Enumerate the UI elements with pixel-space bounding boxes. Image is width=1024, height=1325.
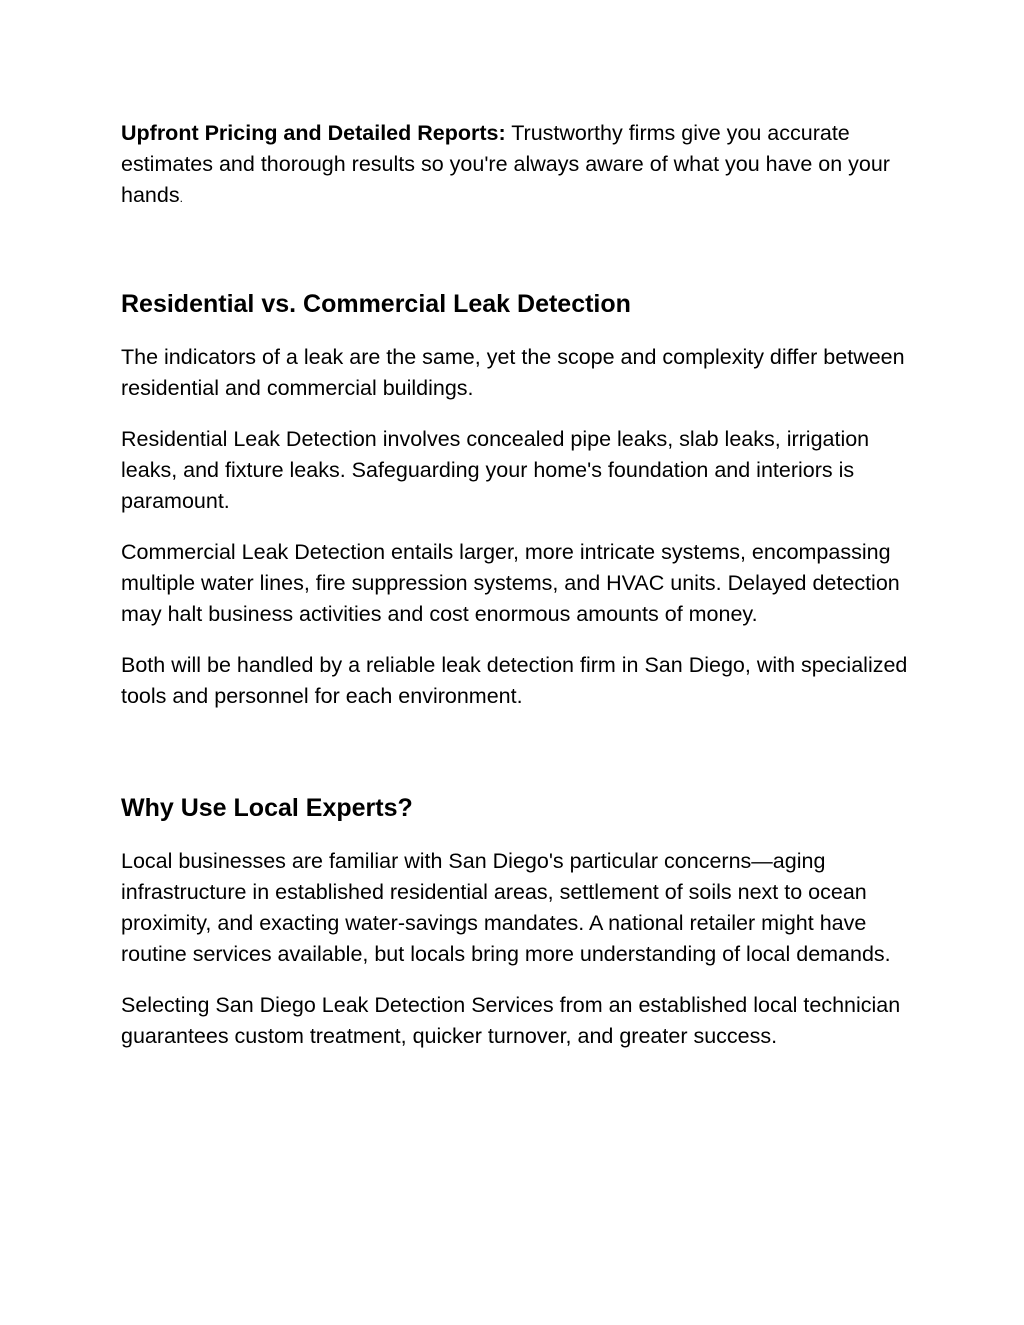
- intro-text: Trustworthy firms give you accurate estimates and thorough results so you're always aware of what you have on your hands: [121, 121, 890, 207]
- paragraph-residential-leak-detection: Residential Leak Detection involves concealed pipe leaks, slab leaks, irrigation leaks, and fixture leaks. Safeguarding your home's foundation and interiors is paramount.: [121, 427, 870, 513]
- paragraph-leak-indicators: The indicators of a leak are the same, yet the scope and complexity differ between residential and commercial buildings.: [121, 345, 905, 400]
- intro-end-mark: .: [179, 191, 183, 205]
- paragraph-both-handled: Both will be handled by a reliable leak detection firm in San Diego, with specialized tools and personnel for each environment.: [121, 653, 908, 708]
- intro-bold-lead: Upfront Pricing and Detailed Reports:: [121, 121, 506, 145]
- heading-why-local-experts: Why Use Local Experts?: [121, 794, 413, 822]
- document-page: [121, 118, 911, 1052]
- paragraph-commercial-leak-detection: Commercial Leak Detection entails larger, more intricate systems, encompassing multiple water lines, fire suppression systems, and HVAC units. Delayed detection may halt business activities and cost enormous amounts of money.: [121, 540, 900, 626]
- intro-paragraph: [121, 118, 911, 214]
- heading-residential-vs-commercial: Residential vs. Commercial Leak Detection: [121, 290, 631, 318]
- paragraph-selecting-services: Selecting San Diego Leak Detection Services from an established local technician guarantees custom treatment, quicker turnover, and greater success.: [121, 993, 901, 1048]
- paragraph-local-businesses: Local businesses are familiar with San Diego's particular concerns—aging infrastructure in established residential areas, settlement of soils next to ocean proximity, and exacting water-savings mandates. A national retailer might have routine services available, but locals bring more understanding of local demands.: [121, 849, 891, 966]
